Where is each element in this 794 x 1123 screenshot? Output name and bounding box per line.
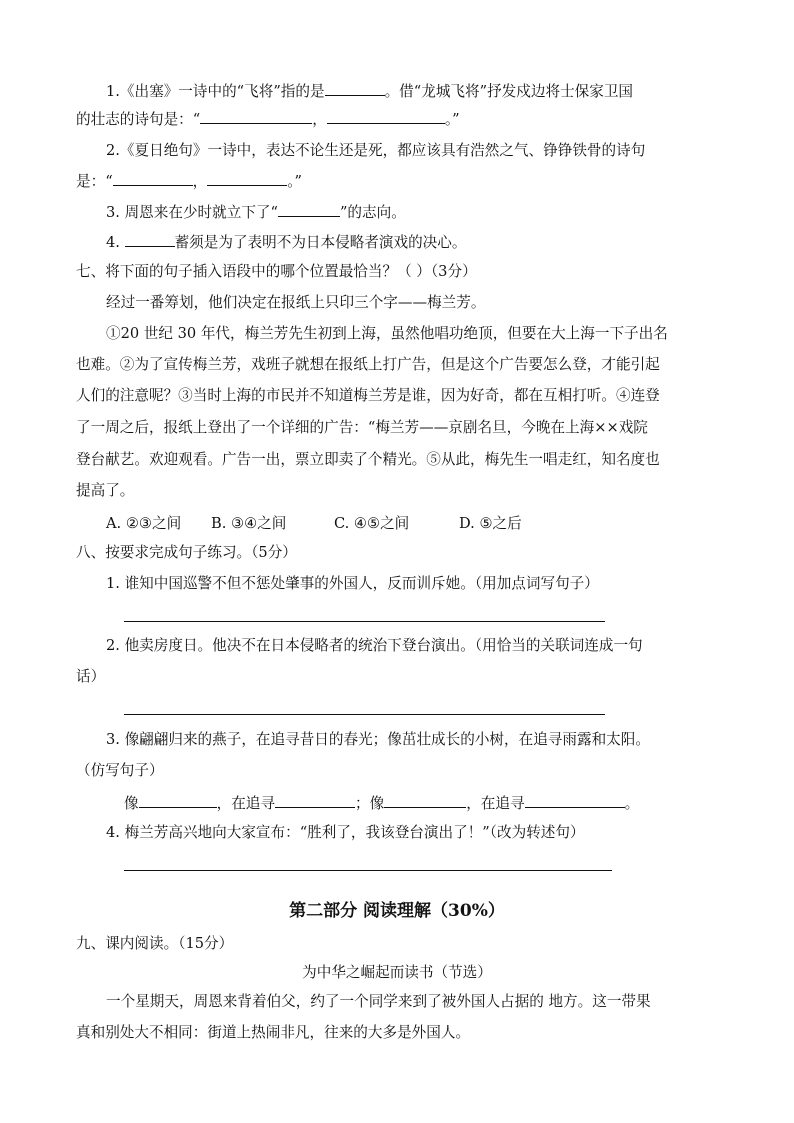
- s8-q3-text-4: ，在追寻: [466, 795, 525, 812]
- q3-text-b: ”的志向。: [339, 204, 406, 221]
- q1-line2: [76, 108, 460, 130]
- section8-heading: 八、按要求完成句子练习。（5分）: [76, 544, 297, 561]
- q2-blank-1[interactable]: [113, 170, 193, 186]
- s8-q1-answer-line[interactable]: [124, 621, 605, 622]
- option-c[interactable]: C. ④⑤之间: [334, 515, 410, 532]
- q2-line1: [106, 141, 645, 161]
- s8-q4-answer-line[interactable]: [124, 870, 612, 871]
- passage-line-1: 一个星期天，周恩来背着伯父，约了一个同学来到了被外国人占据的 地方。这一带果: [106, 993, 651, 1010]
- q1-text-e: 。”: [444, 111, 460, 128]
- q1-text-d: ，: [312, 111, 327, 128]
- section7-sentence: 经过一番筹划，他们决定在报纸上只印三个字——梅兰芳。: [106, 294, 486, 311]
- q1-blank-1[interactable]: [325, 80, 385, 96]
- s8-q3-text-3: ；像: [355, 795, 385, 812]
- q2-text-a: 2.《夏日绝句》一诗中，表达不论生还是死，都应该具有浩然之气、铮铮铁骨的诗句: [106, 142, 646, 159]
- q3-blank[interactable]: [278, 201, 340, 217]
- section7-heading: 七、将下面的句子插入语段中的哪个位置最恰当？（ ）（3分）: [76, 263, 477, 280]
- section7-para-6: 提高了。: [76, 482, 135, 499]
- q4-text-a: 4.: [106, 234, 125, 251]
- q1-blank-3[interactable]: [327, 108, 445, 124]
- q3-line: [106, 201, 406, 223]
- q4-text-b: 蓄须是为了表明不为日本侵略者演戏的决心。: [174, 234, 467, 251]
- s8-q3-line2: （仿写句子）: [76, 762, 164, 779]
- option-d[interactable]: D. ⑤之后: [459, 515, 522, 532]
- section7-para-1: ①20 世纪 30 年代，梅兰芳先生初到上海，虽然他唱功绝顶，但要在大上海一下子出名: [106, 325, 668, 342]
- q1-line1: [106, 80, 633, 102]
- s8-q3-text-1: 像: [124, 795, 139, 812]
- s8-q3-line1: 3. 像翩翩归来的燕子，在追寻昔日的春光；像茁壮成长的小树，在追寻雨露和太阳。: [106, 731, 650, 748]
- section7-para-2: 也难。②为了宣传梅兰芳，戏班子就想在报纸上打广告，但是这个广告要怎么登，才能引起: [76, 356, 660, 373]
- q1-text-a: 1.《出塞》一诗中的“飞将”指的是: [106, 83, 325, 100]
- s8-q2-line2: 话）: [76, 668, 106, 685]
- s8-q3-blank-1[interactable]: [139, 792, 217, 808]
- passage-title: 为中华之崛起而读书（节选）: [302, 964, 492, 981]
- s8-q3-line3: [124, 792, 639, 814]
- q3-text-a: 3. 周恩来在少时就立下了“: [106, 204, 278, 221]
- q1-text-c: 的壮志的诗句是：“: [76, 111, 201, 128]
- q2-blank-2[interactable]: [207, 170, 287, 186]
- q4-line: [106, 231, 466, 253]
- s8-q4: 4. 梅兰芳高兴地向大家宣布：“胜利了，我该登台演出了！”（改为转述句）: [106, 824, 585, 841]
- s8-q3-blank-3[interactable]: [384, 792, 466, 808]
- s8-q3-blank-2[interactable]: [275, 792, 355, 808]
- s8-q3-text-5: 。: [624, 795, 640, 812]
- option-a[interactable]: A. ②③之间: [106, 515, 182, 532]
- q2-line2: [76, 170, 302, 192]
- q2-text-b: 是：“: [76, 173, 113, 190]
- section7-para-5: 登台献艺。欢迎观看。广告一出，票立即卖了个精光。⑤从此，梅先生一唱走红，知名度也: [76, 451, 660, 468]
- q4-blank[interactable]: [125, 231, 175, 247]
- section7-para-3: 人们的注意呢？③当时上海的市民并不知道梅兰芳是谁，因为好奇，都在互相打听。④连登: [76, 387, 660, 404]
- section9-heading: 九、课内阅读。（15分）: [76, 935, 234, 952]
- q1-text-b: 。借“龙城飞将”抒发戍边将士保家卫国: [384, 83, 634, 100]
- q2-text-d: 。”: [287, 173, 303, 190]
- section7-para-4: 了一周之后，报纸上登出了一个详细的广告：“梅兰芳——京剧名旦，今晚在上海××戏院: [76, 419, 648, 436]
- passage-line-2: 真和别处大不相同：街道上热闹非凡，往来的大多是外国人。: [76, 1024, 471, 1041]
- s8-q2-answer-line[interactable]: [124, 714, 605, 715]
- s8-q3-blank-4[interactable]: [525, 792, 625, 808]
- q1-blank-2[interactable]: [200, 108, 312, 124]
- q2-text-c: ，: [192, 173, 208, 190]
- option-b[interactable]: B. ③④之间: [211, 515, 287, 532]
- s8-q1: 1. 谁知中国巡警不但不惩处肇事的外国人，反而训斥她。（用加点词写句子）: [106, 575, 599, 592]
- part2-title: 第二部分 阅读理解（30%）: [289, 901, 505, 921]
- s8-q2-line1: 2. 他卖房度日。他决不在日本侵略者的统治下登台演出。（用恰当的关联词连成一句: [106, 637, 643, 654]
- s8-q3-text-2: ，在追寻: [216, 795, 275, 812]
